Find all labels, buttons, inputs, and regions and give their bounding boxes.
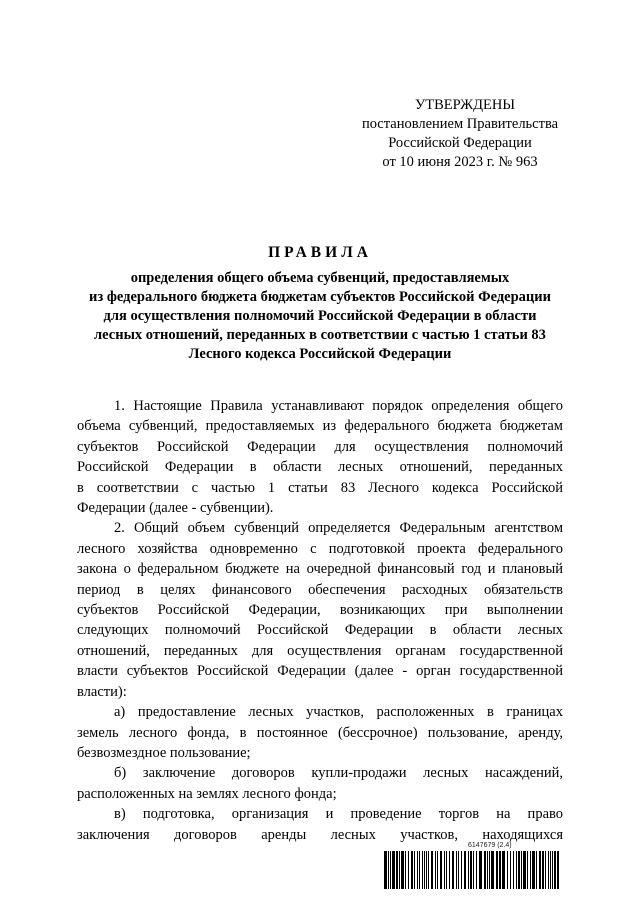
barcode-bar	[502, 851, 505, 889]
barcode-bar	[446, 851, 447, 889]
barcode-image	[384, 851, 560, 889]
barcode-bar	[523, 851, 526, 889]
document-subtitle	[60, 269, 580, 364]
barcode-bar	[484, 851, 486, 889]
paragraph-line: б) заключение договоров купли-продажи лесных насаждений,	[114, 765, 563, 782]
document-title: ПРАВИЛА	[268, 244, 372, 261]
barcode-bar	[411, 851, 413, 889]
barcode-bar	[516, 851, 517, 889]
paragraph-line: в) подготовка, организация и проведение торгов на право	[114, 806, 563, 823]
barcode-bar	[428, 851, 429, 889]
paragraph-line: отношений, переданных для осуществления органам государственной	[77, 642, 563, 659]
paragraph-line: субъектов Российской Федерации для осуществления полномочий	[77, 438, 563, 455]
barcode-bar	[390, 851, 391, 889]
barcode-bar	[449, 851, 450, 889]
barcode-bar	[473, 851, 474, 889]
subtitle-line: из федерального бюджета бюджетам субъектов Российской Федерации	[89, 289, 551, 305]
barcode-bar	[557, 851, 559, 889]
barcode-bar	[489, 851, 490, 889]
barcode-bar	[527, 851, 528, 889]
paragraph-2	[77, 518, 563, 702]
barcode-bar	[392, 851, 395, 889]
document-body	[77, 396, 563, 845]
barcode-bar	[461, 851, 462, 889]
barcode-bar	[426, 851, 427, 889]
barcode-bar	[435, 851, 436, 889]
barcode-bar	[444, 851, 445, 889]
barcode-bar	[408, 851, 409, 889]
paragraph-line: заключения договоров аренды лесных участков, находящихся	[77, 826, 563, 843]
paragraph-line: лесного хозяйства одновременно с подготовкой проекта федерального	[77, 540, 563, 557]
subtitle-line: Лесного кодекса Российской Федерации	[188, 346, 452, 362]
barcode-bar	[458, 851, 459, 889]
approval-date-number: от 10 июня 2023 г. № 963	[382, 154, 538, 170]
barcode-bar	[507, 851, 508, 889]
barcode-bar	[518, 851, 520, 889]
barcode-bar	[437, 851, 438, 889]
barcode-bar	[542, 851, 544, 889]
paragraph-line: а) предоставление лесных участков, расположенных в границах	[114, 704, 563, 721]
paragraph-line: период в целях финансового обеспечения расходных обязательств	[77, 581, 563, 598]
approval-block	[340, 96, 580, 172]
barcode-bar	[496, 851, 498, 889]
barcode-bar	[440, 851, 442, 889]
barcode-bar	[414, 851, 415, 889]
barcode-bar	[422, 851, 423, 889]
paragraph-line: расположенных на землях лесного фонда;	[77, 785, 337, 802]
approval-line: Российской Федерации	[388, 135, 532, 151]
paragraph-line: 1. Настоящие Правила устанавливают порядок определения общего	[114, 398, 563, 414]
subparagraph-b	[77, 763, 563, 804]
barcode-bar	[510, 851, 511, 889]
subparagraph-a	[77, 702, 563, 763]
barcode-bar	[530, 851, 531, 889]
paragraph-line: объема субвенций, предоставляемых из федерального бюджета бюджетам	[77, 418, 563, 435]
barcode-bar	[513, 851, 514, 889]
paragraph-line: 2. Общий объем субвенций определяется Федеральным агентством	[114, 520, 563, 537]
subtitle-line: лесных отношений, переданных в соответствии с частью 1 статьи 83	[94, 327, 546, 343]
barcode-bar	[396, 851, 398, 889]
paragraph-line: Российской Федерации в области лесных отношений, переданных	[77, 459, 563, 476]
barcode-bar	[521, 851, 522, 889]
paragraph-line: безвозмездное пользование;	[77, 744, 251, 761]
barcode-bar	[539, 851, 541, 889]
barcode-bar	[401, 851, 404, 889]
barcode-bar	[388, 851, 389, 889]
barcode-bar	[399, 851, 400, 889]
barcode-bar	[476, 851, 477, 889]
barcode-bar	[548, 851, 549, 889]
subtitle-line: определения общего объема субвенций, предоставляемых	[130, 270, 510, 286]
barcode-bar	[532, 851, 535, 889]
barcode-bar	[487, 851, 488, 889]
barcode-bar	[431, 851, 433, 889]
barcode-bar	[419, 851, 420, 889]
barcode-bar	[550, 851, 551, 889]
barcode-bar	[470, 851, 472, 889]
barcode-bar	[464, 851, 466, 889]
paragraph-line: земель лесного фонда, в постоянное (бессрочное) пользование, аренду,	[77, 724, 563, 741]
barcode-bar	[456, 851, 457, 889]
approval-heading: УТВЕРЖДЕНЫ	[414, 97, 516, 113]
paragraph-line: в соответствии с частью 1 статьи 83 Лесного кодекса Российской	[77, 479, 563, 496]
subtitle-line: для осуществления полномочий Российской Федерации в области	[103, 308, 537, 324]
barcode-bar	[499, 851, 501, 889]
paragraph-line: власти субъектов Российской Федерации (далее - орган государственной	[77, 663, 563, 680]
barcode-label: 6147679 (2.4)	[468, 842, 512, 849]
barcode-bar	[552, 851, 553, 889]
barcode-bar	[424, 851, 425, 889]
barcode-bar	[468, 851, 469, 889]
paragraph-line: закона о федеральном бюджете на очередной финансовый год и плановый	[77, 561, 563, 578]
paragraph-line: субъектов Российской Федерации, возникающих при выполнении	[77, 602, 563, 619]
paragraph-line: следующих полномочий Российской Федерации в области лесных	[77, 622, 563, 639]
barcode-bar	[452, 851, 454, 889]
barcode-bar	[491, 851, 494, 889]
paragraph-line: власти):	[77, 683, 127, 700]
paragraph-line: Федерации (далее - субвенции).	[77, 500, 274, 517]
subparagraph-c	[77, 804, 563, 845]
barcode-bar	[545, 851, 546, 889]
barcode-bar	[417, 851, 418, 889]
barcode-bar	[479, 851, 482, 889]
barcode-bar	[554, 851, 556, 889]
barcode-bar	[536, 851, 537, 889]
barcode-bar	[405, 851, 406, 889]
approval-line: постановлением Правительства	[361, 116, 559, 132]
paragraph-1	[77, 396, 563, 518]
barcode-bar	[384, 851, 387, 889]
